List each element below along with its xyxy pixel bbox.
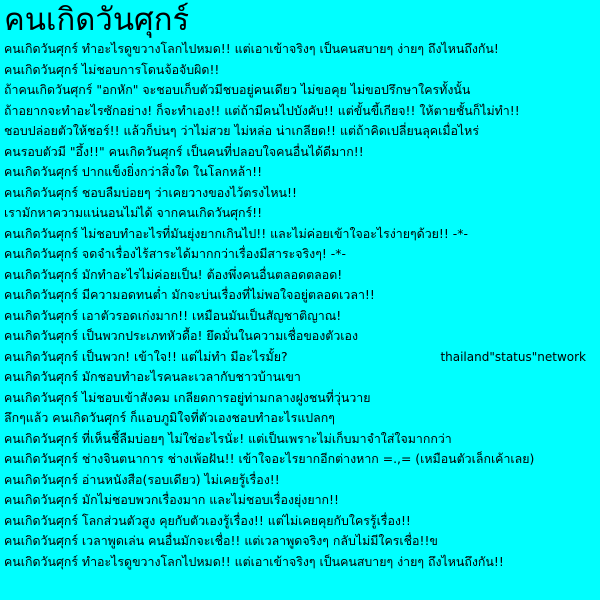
- text-line: คนเกิดวันศุกร์ ที่เห็นชี้ลืมบ่อยๆ ไม่ใช่อะไรนั่ะ! แต่เป็นเพราะไม่เก็บมาจำใส่ใจมากกว่า: [4, 430, 452, 446]
- text-line: คนเกิดวันศุกร์ จดจำเรื่องไร้สาระได้มากกว่าเรื่องมีสาระจริงๆ! -*-: [4, 246, 346, 261]
- text-line: ชอบปล่อยตัวให้ชอร์!! แล้วก็บ่นๆ ว่าไม่สวย ไม่หล่อ น่าเกลียด!! แต่ถ้าคิดเปลี่ยนลุคเมื่อไหร่: [4, 123, 479, 138]
- text-line: คนเกิดวันศุกร์ ไม่ชอบเข้าสังคม เกลียดการอยู่ท่ามกลางฝูงชนที่วุ่นวาย: [4, 389, 371, 405]
- text-line: คนเกิดวันศุกร์ มีความอดทนต่ำ มักจะบ่นเรื่องที่ไม่พอใจอยู่ตลอดเวลา!!: [4, 287, 375, 302]
- text-line: คนเกิดวันศุกร์ ไม่ชอบทำอะไรที่มันยุ่งยากเกินไป!! และไม่ค่อยเข้าใจอะไรง่ายๆด้วย!! -*-: [4, 225, 468, 241]
- text-line: คนเกิดวันศุกร์ มักไม่ชอบพวกเรื่องมาก และไม่ชอบเรื่องยุ่งยาก!!: [4, 492, 339, 507]
- text-line: คนเกิดวันศุกร์ เวลาพูดเล่น คนอื่นมักจะเชื่อ!! แต่เวลาพูดจริงๆ กลับไม่มีใครเชื่อ!!ข: [4, 533, 438, 548]
- text-line: คนเกิดวันศุกร์ ทำอะไรดูขวางโลกไปหมด!! แต่เอาเข้าจริงๆ เป็นคนสบายๆ ง่ายๆ ถึงไหนถึงกัน!!: [4, 553, 504, 569]
- text-line: คนเกิดวันศุกร์ มักชอบทำอะไรคนละเวลากับชาวบ้านเขา: [4, 369, 301, 384]
- text-line: คนเกิดวันศุกร์ โลกส่วนตัวสูง คุยกับตัวเองรู้เรื่อง!! แต่ไม่เคยคุยกับใครรู้เรื่อง!!: [4, 512, 411, 528]
- text-line: คนรอบตัวมี "อึ้ง!!" คนเกิดวันศุกร์ เป็นคนที่ปลอบใจคนอื่นได้ดีมาก!!: [4, 143, 364, 159]
- text-line: ลึกๆแล้ว คนเกิดวันศุกร์ ก็แอบภูมิใจที่ตัวเองชอบทำอะไรแปลกๆ: [4, 410, 335, 425]
- text-line: คนเกิดวันศุกร์ เป็นพวกประเภทหัวดื้อ! ยึดมั่นในความเชื่อของตัวเอง: [4, 328, 359, 343]
- watermark-text: thailand"status"network: [440, 349, 586, 364]
- text-line: คนเกิดวันศุกร์ เอาตัวรอดเก่งมาก!! เหมือนมันเป็นสัญชาติญาณ!: [4, 307, 342, 323]
- text-line: คนเกิดวันศุกร์ ทำอะไรดูขวางโลกไปหมด!! แต่เอาเข้าจริงๆ เป็นคนสบายๆ ง่ายๆ ถึงไหนถึงกัน!: [4, 41, 499, 56]
- text-lines: [4, 39, 598, 572]
- text-line: คนเกิดวันศุกร์ อ่านหนังสือ(รอบเดียว) ไม่เคยรู้เรื่อง!!: [4, 471, 280, 487]
- text-line: คนเกิดวันศุกร์ มักทำอะไรไม่ค่อยเป็น! ต้องพึ่งคนอื่นตลอดตลอด!: [4, 266, 343, 282]
- text-line: เรามักหาความแน่นอนไม่ได้ จากคนเกิดวันศุกร์!!: [4, 205, 263, 220]
- text-line: คนเกิดวันศุกร์ ไม่ชอบการโดนจ้อจับผิด!!: [4, 61, 220, 77]
- page-title: คนเกิดวันศุกร์: [4, 2, 190, 38]
- text-line: ถ้าอยากจะทำอะไรซักอย่าง! ก็จะทำเอง!! แต่ถ้ามีคนไปบังคับ!! แต่ขั้นขี้เกียจ!! ให้ตายชั้นก็ไม่ทำ!!: [4, 102, 520, 118]
- text-line: คนเกิดวันศุกร์ ชอบลืมบ่อยๆ ว่าเคยวางของไว้ตรงไหน!!: [4, 184, 297, 200]
- text-line: คนเกิดวันศุกร์ เป็นพวก! เข้าใจ!! แต่ไม่ทำ มีอะไรมั้ย? thailand"status"network: [4, 347, 598, 368]
- text-line: ถ้าคนเกิดวันศุกร์ "อกหัก" จะชอบเก็บตัวมีชบอยู่คนเดียว ไม่ขอคุย ไม่ขอปรึกษาใครทั้งนั้น: [4, 82, 471, 97]
- text-line: คนเกิดวันศุกร์ ปากแข็งยิ่งกว่าสิ่งใด ในโลกหล้า!!: [4, 164, 263, 179]
- text-line: คนเกิดวันศุกร์ ช่างจินตนาการ ช่างเพ้อฝัน!! เข้าใจอะไรยากอีกต่างหาก =.,= (เหมือนตัวเล็กเค้าเลย): [4, 451, 535, 466]
